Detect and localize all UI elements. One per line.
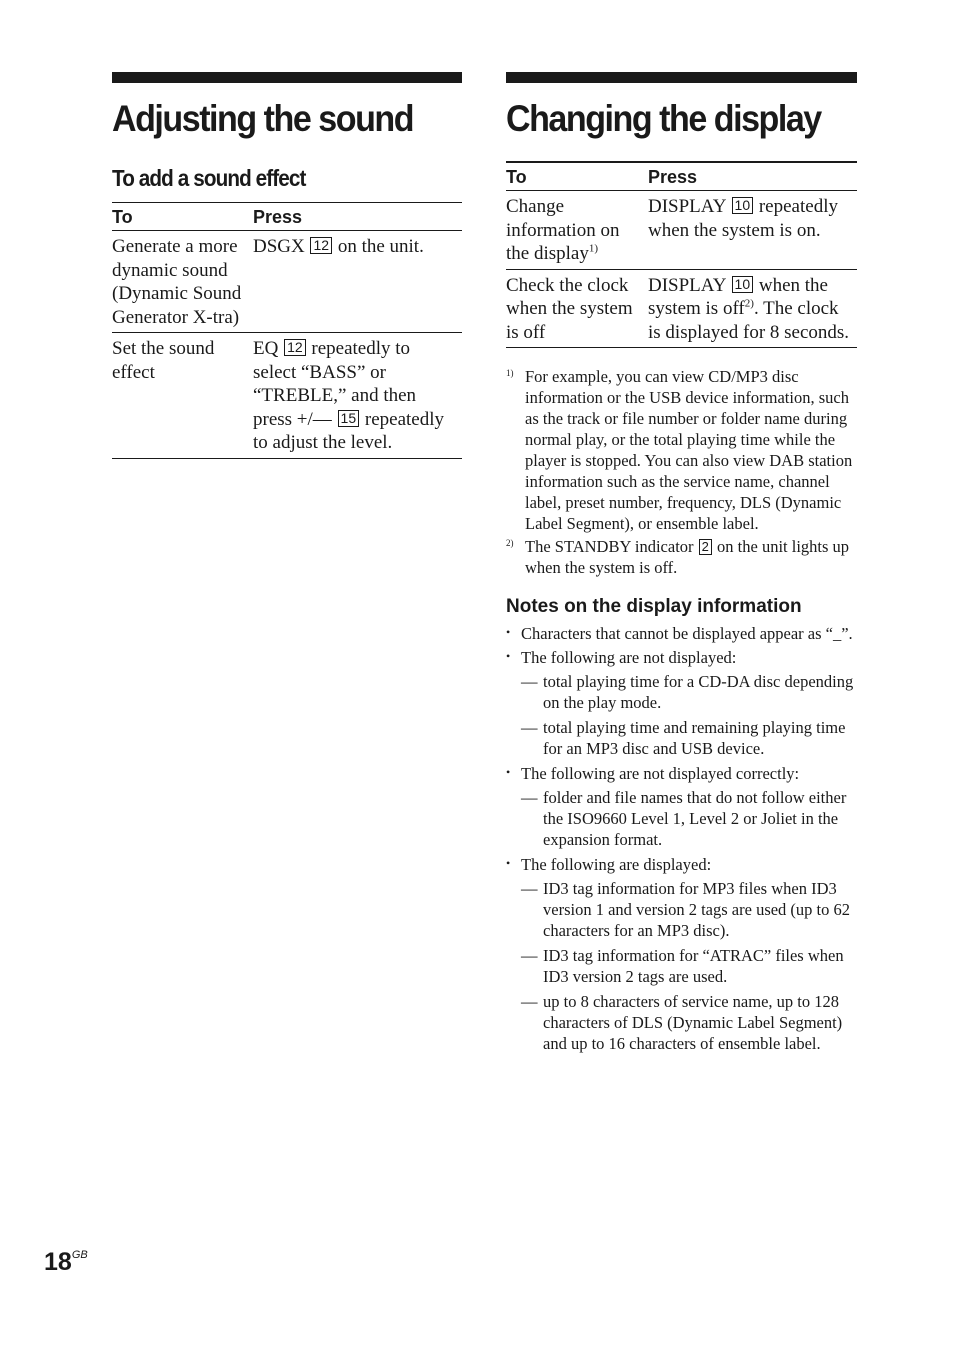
section-adjusting-sound [112, 72, 462, 459]
press-text: DISPLAY [648, 196, 726, 217]
press-text: DSGX [253, 236, 305, 257]
header-to: To [506, 162, 648, 191]
dash-icon: — [521, 992, 538, 1011]
note-bullet-item [506, 854, 857, 875]
note-text: The following are not displayed: [521, 648, 737, 667]
dash-icon: — [521, 718, 538, 737]
bullet-icon: • [506, 649, 511, 663]
key-number-badge: 10 [732, 197, 754, 214]
footnote-ref: 2) [744, 297, 754, 310]
note-text: The following are displayed: [521, 855, 712, 874]
table-header-row [506, 162, 857, 191]
cell-press [648, 269, 857, 348]
press-text: EQ [253, 338, 279, 359]
footnote-text: For example, you can view CD/MP3 disc information or the USB device information, such as the track or file number or folder name during normal play, or the total playing time while the player is stopped. You can also view DAB station information such as the service name, channel label, preset number, frequency, DLS (Dynamic Label Segment), or ensemble label. [525, 367, 853, 533]
key-number-badge: 10 [732, 276, 754, 293]
dash-icon: — [521, 672, 538, 691]
section-changing-display [506, 72, 857, 1058]
cell-press [253, 333, 462, 459]
note-sub-item [521, 787, 857, 850]
display-table [506, 161, 857, 348]
note-bullet-item [506, 763, 857, 784]
cell-press [253, 231, 462, 333]
cell-to: Set the sound effect [112, 333, 253, 459]
section-top-rule [112, 72, 462, 83]
press-text: DISPLAY [648, 274, 726, 296]
footnotes [506, 366, 857, 578]
notes-heading: Notes on the display information [506, 596, 802, 617]
note-sub-text: total playing time and remaining playing time for an MP3 disc and USB device. [543, 718, 846, 758]
cell-to: Check the clock when the system is off [506, 269, 648, 348]
header-to: To [112, 203, 253, 231]
section-top-rule [506, 72, 857, 83]
bullet-icon: • [506, 625, 511, 639]
key-number-badge: 12 [310, 237, 332, 254]
table-row [506, 191, 857, 270]
note-sub-item [521, 945, 857, 987]
note-bullet-item [506, 647, 857, 668]
footnote [506, 366, 857, 534]
table-row [112, 333, 462, 459]
note-text: Characters that cannot be displayed appear as “_”. [521, 624, 853, 643]
cell-to [506, 191, 648, 270]
header-press: Press [253, 203, 462, 231]
press-text: repeatedly when the system is on. [648, 196, 838, 241]
note-sub-item [521, 717, 857, 759]
table-row [506, 269, 857, 348]
header-press: Press [648, 162, 857, 191]
footnote-text [525, 536, 857, 578]
section-title: Changing the display [506, 98, 821, 139]
note-sub-item [521, 991, 857, 1054]
cell-to: Generate a more dynamic sound (Dynamic Sound Generator X-tra) [112, 231, 253, 333]
note-sub-text: ID3 tag information for “ATRAC” files when ID3 version 2 tags are used. [543, 946, 844, 986]
note-sub-text: ID3 tag information for MP3 files when ID3 version 1 and version 2 tags are used (up to 62 characters for an MP3 disc). [543, 879, 851, 940]
note-sub-item [521, 671, 857, 713]
footnote-mark: 2) [506, 538, 514, 548]
dash-icon: — [521, 946, 538, 965]
footnote-mark: 1) [506, 368, 514, 378]
note-sub-item [521, 878, 857, 941]
footnote-text-part: The STANDBY indicator [525, 537, 694, 556]
press-text: repeatedly to select “BASS” or “TREBLE,” and then press +/— [253, 338, 417, 430]
notes-list [506, 623, 857, 1054]
note-sub-text: total playing time for a CD-DA disc depending on the play mode. [543, 672, 854, 712]
page-region: GB [71, 1249, 88, 1261]
key-number-badge: 15 [338, 410, 360, 427]
footnote [506, 536, 857, 578]
subsection-title: To add a sound effect [112, 165, 306, 191]
sound-effect-table [112, 202, 462, 459]
note-bullet-item [506, 623, 857, 644]
table-header-row [112, 203, 462, 231]
to-text: Change information on the display [506, 196, 620, 264]
footnote-text-part: on the unit lights up when the system is off. [525, 537, 850, 577]
table-row [112, 231, 462, 333]
dash-icon: — [521, 788, 538, 807]
key-number-badge: 2 [699, 539, 712, 555]
footnote-ref: 1) [588, 242, 599, 255]
press-text: repeatedly to adjust the level. [253, 408, 444, 453]
page-number [44, 1248, 88, 1277]
note-sub-text: folder and file names that do not follow either the ISO9660 Level 1, Level 2 or Joliet in the expansion format. [543, 788, 847, 849]
press-text: on the unit. [337, 236, 424, 257]
key-number-badge: 12 [284, 339, 306, 356]
section-title: Adjusting the sound [112, 98, 414, 139]
note-sub-text: up to 8 characters of service name, up to 128 characters of DLS (Dynamic Label Segment) and up to 16 characters of ensemble label. [543, 992, 843, 1053]
press-text: . The clock is displayed for 8 seconds. [648, 298, 850, 343]
bullet-icon: • [506, 856, 511, 870]
dash-icon: — [521, 879, 538, 898]
bullet-icon: • [506, 765, 511, 779]
note-text: The following are not displayed correctly: [521, 764, 800, 783]
press-text: when the system is off [648, 274, 828, 319]
cell-press [648, 191, 857, 270]
page-number-value: 18 [44, 1248, 72, 1276]
